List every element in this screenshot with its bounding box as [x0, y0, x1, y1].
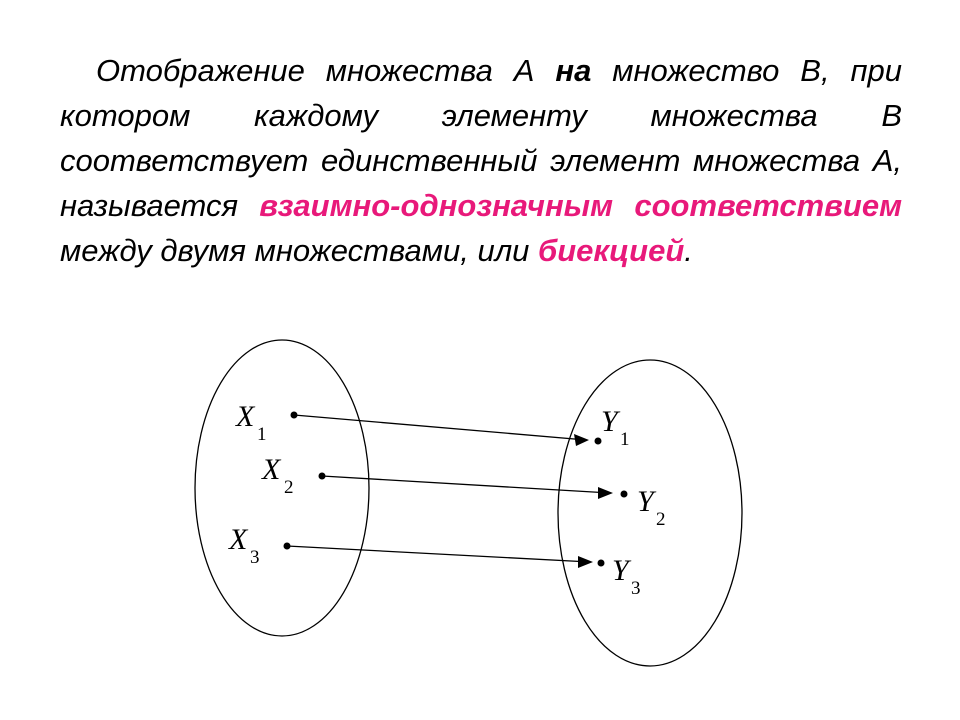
mapping-arrow-3	[287, 546, 590, 562]
label-x3-index: 3	[250, 547, 260, 568]
label-y3-index: 3	[631, 578, 641, 599]
label-x2-index: 2	[284, 477, 294, 498]
element-y3-dot	[598, 560, 605, 567]
set-a-ellipse	[195, 340, 369, 636]
mapping-arrow-2	[322, 476, 610, 493]
label-y3: Y	[612, 554, 629, 587]
label-x1-index: 1	[257, 424, 267, 445]
label-x3: X	[229, 523, 248, 556]
element-y1-dot	[595, 438, 602, 445]
arrowhead-1	[574, 434, 589, 446]
label-y1-index: 1	[620, 429, 630, 450]
label-x1: X	[236, 400, 255, 433]
definition-part-1: Отображение множества А	[96, 53, 556, 88]
element-y2-dot	[621, 491, 628, 498]
term-bijective-correspondence: взаимно-однозначным соответствием	[259, 188, 902, 223]
element-x1-dot	[291, 412, 298, 419]
mapping-arrow-1	[294, 415, 586, 440]
term-bijection: биекцией	[538, 233, 685, 268]
label-y2-index: 2	[656, 509, 666, 530]
element-x3-dot	[284, 543, 291, 550]
definition-part-4: .	[684, 233, 693, 268]
definition-part-3: между двумя множествами, или	[60, 233, 539, 268]
label-x2: X	[262, 453, 281, 486]
definition-part-2: множество В, при котором каждому элементу множества В соответствует единственный элемент множества А, называется	[60, 53, 903, 223]
arrowhead-3	[578, 556, 593, 568]
label-y2: Y	[637, 485, 654, 518]
emphasis-na: на	[555, 53, 592, 88]
element-x2-dot	[319, 473, 326, 480]
arrowhead-2	[598, 487, 613, 499]
label-y1: Y	[601, 405, 618, 438]
